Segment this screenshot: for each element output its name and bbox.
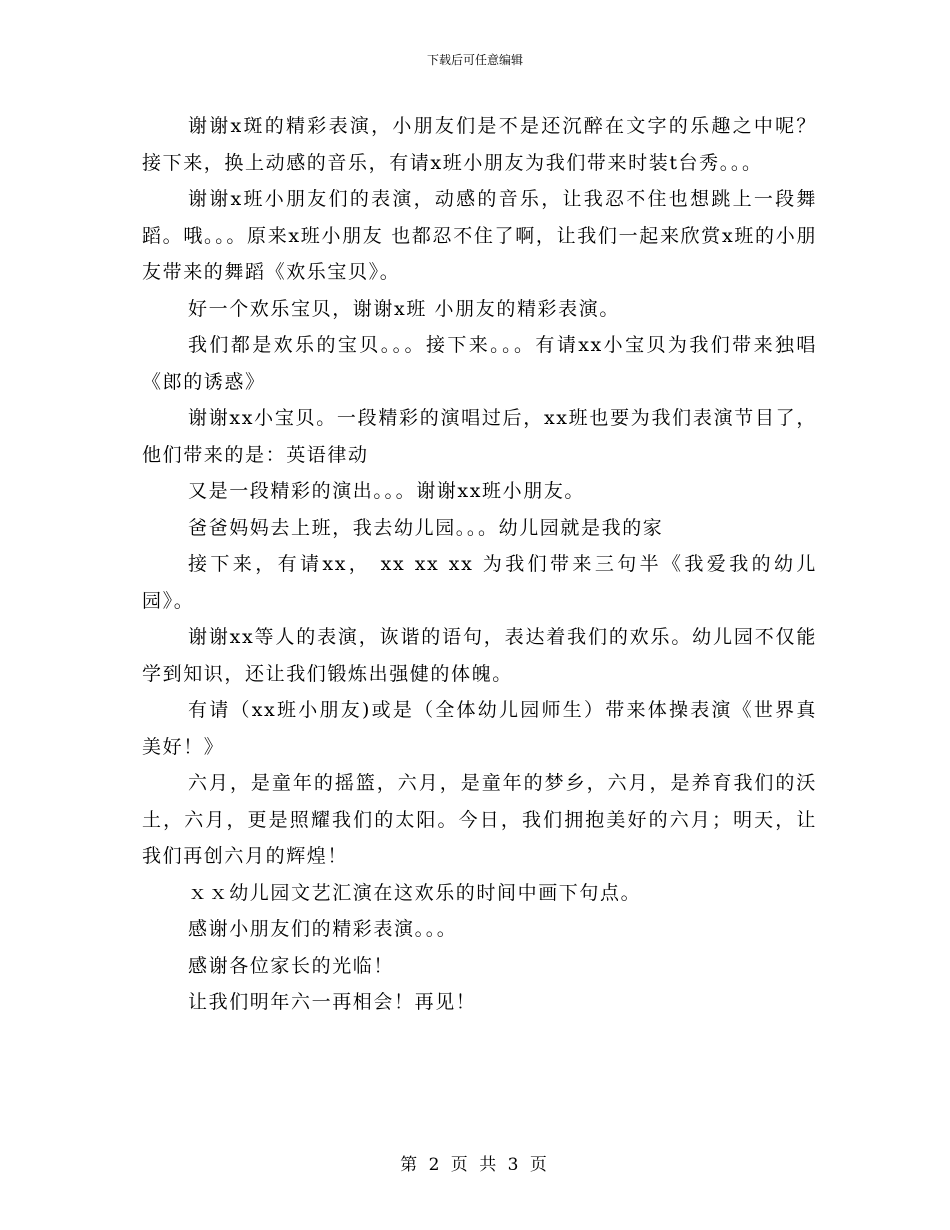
paragraph: 又是一段精彩的演出。。。谢谢xx班小朋友。 [188, 480, 586, 502]
paragraph: ｘｘ幼儿园文艺汇演在这欢乐的时间中画下句点。 [188, 881, 642, 904]
paragraph: 有请（xx班小朋友)或是（全体幼儿园师生）带来体操表演《世界真美好！》 [142, 699, 817, 758]
paragraph: 谢谢xx小宝贝。一段精彩的演唱过后，xx班也要为我们表演节目了，他们带来的是：英语律动 [142, 407, 817, 466]
paragraph: 感谢各位家长的光临！ [188, 954, 395, 977]
paragraph: 谢谢x班小朋友们的表演，动感的音乐，让我忍不住也想跳上一段舞蹈。哦。。。原来x班小朋友 也都忍不住了啊，让我们一起来欣赏x班的小朋友带来的舞蹈《欢乐宝贝》。 [142, 188, 817, 283]
paragraph: 谢谢xx等人的表演，诙谐的语句，表达着我们的欢乐。幼儿园不仅能学到知识，还让我们锻炼出强健的体魄。 [142, 626, 817, 685]
paragraph: 我们都是欢乐的宝贝。。。接下来。。。有请xx小宝贝为我们带来独唱《郎的诱惑》 [142, 334, 817, 393]
page-header-note: 下载后可任意编辑 [426, 53, 523, 67]
paragraph: 谢谢x斑的精彩表演，小朋友们是不是还沉醉在文字的乐趣之中呢？接下来，换上动感的音乐，有请x班小朋友为我们带来时装t台秀。。。 [142, 115, 817, 174]
page-number: 第 2 页 共 3 页 [400, 1155, 550, 1175]
paragraph: 让我们明年六一再相会！再见！ [188, 991, 477, 1013]
paragraph: 六月，是童年的摇篮，六月，是童年的梦乡，六月，是养育我们的沃土，六月，更是照耀我们的太阳。今日，我们拥抱美好的六月；明天，让我们再创六月的辉煌！ [142, 772, 817, 867]
paragraph: 好一个欢乐宝贝，谢谢x班 小朋友的精彩表演。 [188, 297, 620, 320]
paragraph: 感谢小朋友们的精彩表演。。。 [188, 918, 458, 940]
paragraph: 接下来，有请xx， xx xx xx 为我们带来三句半《我爱我的幼儿园》。 [142, 553, 817, 612]
paragraph: 爸爸妈妈去上班，我去幼儿园。。。幼儿园就是我的家 [188, 516, 664, 539]
document-body [142, 108, 817, 1021]
